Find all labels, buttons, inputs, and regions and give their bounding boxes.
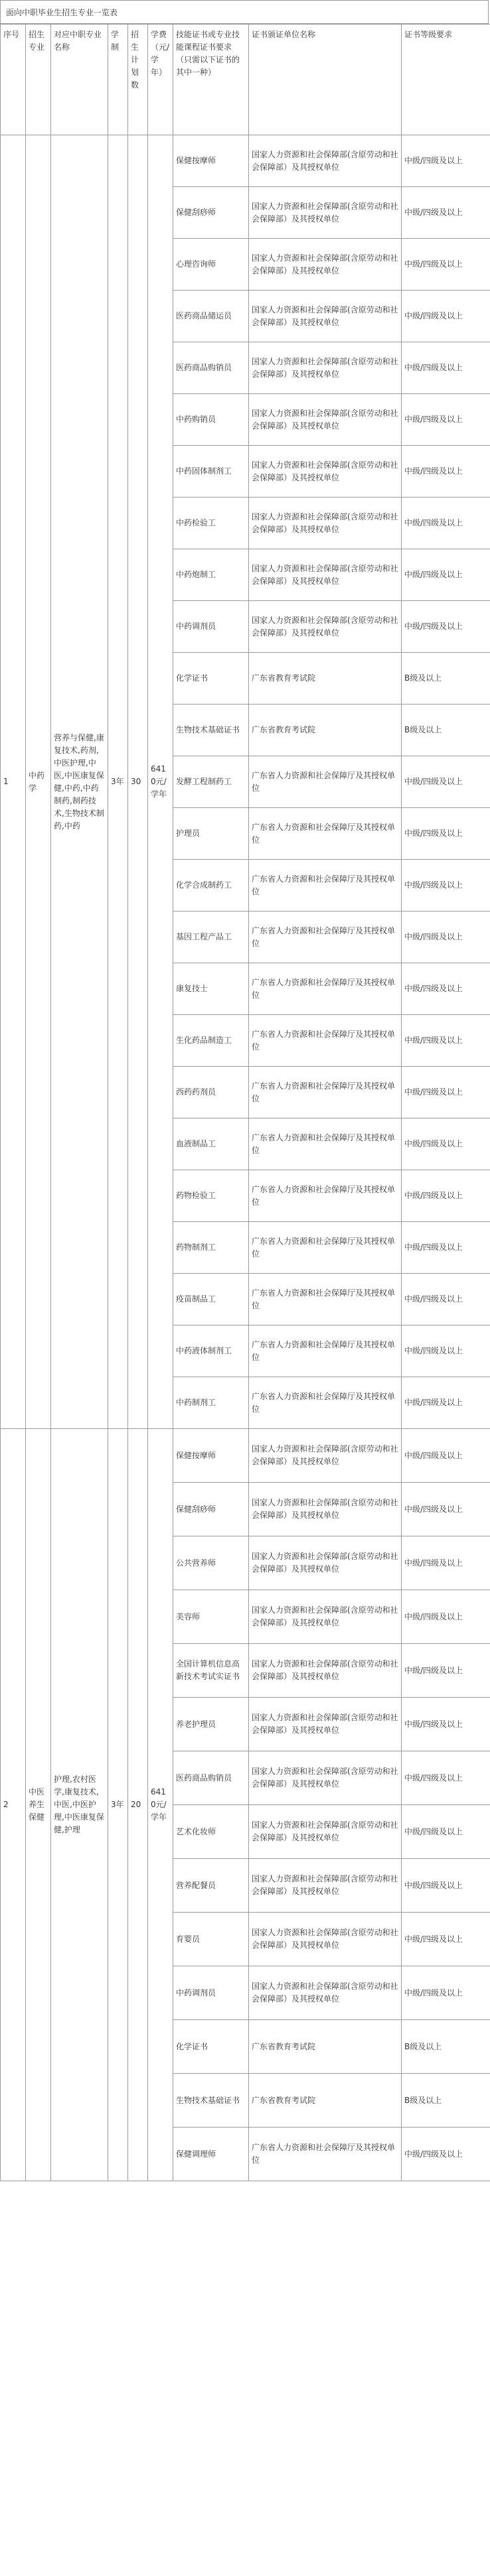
issuer-cell: 国家人力资源和社会保障部(含原劳动和社会保障部）及其授权单位: [249, 1483, 402, 1536]
level-cell: 中级/四级及以上: [402, 135, 490, 187]
header-related: 对应中职专业名称: [51, 25, 108, 135]
cert-name-cell: 康复技士: [173, 963, 249, 1015]
cert-name-cell: 中药检验工: [173, 498, 249, 549]
header-duration: 学制: [108, 25, 128, 135]
issuer-cell: 国家人力资源和社会保障部(含原劳动和社会保障部）及其授权单位: [249, 187, 402, 239]
duration-cell: 3年: [108, 1429, 128, 2181]
issuer-cell: 国家人力资源和社会保障部(含原劳动和社会保障部）及其授权单位: [249, 1913, 402, 1966]
cert-name-cell: 生化药品制造工: [173, 1015, 249, 1067]
issuer-cell: 国家人力资源和社会保障部(含原劳动和社会保障部）及其授权单位: [249, 1644, 402, 1698]
level-cell: 中级/四级及以上: [402, 1913, 490, 1966]
table-body: [1, 25, 490, 2181]
cert-name-cell: 营养配餐员: [173, 1859, 249, 1913]
issuer-cell: 广东省人力资源和社会保障厅及其授权单位: [249, 756, 402, 808]
table-row: [1, 1429, 490, 1483]
level-cell: B级及以上: [402, 2074, 490, 2128]
issuer-cell: 广东省人力资源和社会保障厅及其授权单位: [249, 1222, 402, 1274]
cert-name-cell: 中药固体制剂工: [173, 446, 249, 498]
issuer-cell: 广东省人力资源和社会保障厅及其授权单位: [249, 1119, 402, 1170]
issuer-cell: 广东省人力资源和社会保障厅及其授权单位: [249, 1377, 402, 1429]
header-cert-req: 技能证书或专业技能课程证书要求（只需以下证书的其中一种）: [173, 25, 249, 135]
cert-name-cell: 保健刮痧师: [173, 1483, 249, 1536]
quota-cell: 20: [128, 1429, 148, 2181]
related-majors-cell: 营养与保健,康复技术,药剂,中医护理,中医,中医康复保健,中药,中药制药,制药技术,生物技术制药,中药: [51, 135, 108, 1429]
header-major: 招生专业: [26, 25, 51, 135]
table-row: [1, 135, 490, 187]
cert-name-cell: 西药药剂员: [173, 1067, 249, 1119]
issuer-cell: 广东省教育考试院: [249, 653, 402, 705]
issuer-cell: 国家人力资源和社会保障部(含原劳动和社会保障部）及其授权单位: [249, 239, 402, 291]
header-quota: 招生计划数: [128, 25, 148, 135]
cert-name-cell: 全国计算机信息高新技术考试实证书: [173, 1644, 249, 1698]
level-cell: 中级/四级及以上: [402, 601, 490, 653]
level-cell: 中级/四级及以上: [402, 446, 490, 498]
cert-name-cell: 基因工程产品工: [173, 912, 249, 963]
level-cell: 中级/四级及以上: [402, 239, 490, 291]
issuer-cell: 国家人力资源和社会保障部(含原劳动和社会保障部）及其授权单位: [249, 1859, 402, 1913]
level-cell: 中级/四级及以上: [402, 342, 490, 394]
fee-cell: 6410元/学年: [148, 135, 173, 1429]
major-cell: 中医养生保健: [26, 1429, 51, 2181]
cert-name-cell: 中药购销员: [173, 394, 249, 446]
cert-name-cell: 生物技术基础证书: [173, 705, 249, 756]
issuer-cell: 广东省教育考试院: [249, 2020, 402, 2074]
issuer-cell: 国家人力资源和社会保障部(含原劳动和社会保障部）及其授权单位: [249, 1590, 402, 1644]
cert-name-cell: 艺术化妆师: [173, 1805, 249, 1859]
cert-name-cell: 保健按摩师: [173, 1429, 249, 1483]
header-fee: 学费（元/学年）: [148, 25, 173, 135]
level-cell: B级及以上: [402, 2020, 490, 2074]
cert-name-cell: 保健按摩师: [173, 135, 249, 187]
level-cell: 中级/四级及以上: [402, 187, 490, 239]
level-cell: B级及以上: [402, 653, 490, 705]
seq-cell: 2: [1, 1429, 26, 2181]
level-cell: 中级/四级及以上: [402, 756, 490, 808]
level-cell: 中级/四级及以上: [402, 1859, 490, 1913]
level-cell: 中级/四级及以上: [402, 1119, 490, 1170]
cert-name-cell: 中药调剂员: [173, 1966, 249, 2020]
seq-cell: 1: [1, 135, 26, 1429]
issuer-cell: 国家人力资源和社会保障部(含原劳动和社会保障部）及其授权单位: [249, 1536, 402, 1590]
cert-name-cell: 医药商品购销员: [173, 342, 249, 394]
cert-name-cell: 保健调理师: [173, 2128, 249, 2181]
issuer-cell: 国家人力资源和社会保障部(含原劳动和社会保障部）及其授权单位: [249, 1429, 402, 1483]
level-cell: 中级/四级及以上: [402, 498, 490, 549]
issuer-cell: 国家人力资源和社会保障部(含原劳动和社会保障部）及其授权单位: [249, 498, 402, 549]
major-cell: 中药学: [26, 135, 51, 1429]
issuer-cell: 国家人力资源和社会保障部(含原劳动和社会保障部）及其授权单位: [249, 446, 402, 498]
level-cell: 中级/四级及以上: [402, 549, 490, 601]
cert-name-cell: 保健刮痧师: [173, 187, 249, 239]
issuer-cell: 国家人力资源和社会保障部(含原劳动和社会保障部）及其授权单位: [249, 549, 402, 601]
majors-table: [0, 24, 490, 2181]
issuer-cell: 国家人力资源和社会保障部(含原劳动和社会保障部）及其授权单位: [249, 394, 402, 446]
cert-name-cell: 药物制剂工: [173, 1222, 249, 1274]
level-cell: 中级/四级及以上: [402, 1751, 490, 1805]
level-cell: 中级/四级及以上: [402, 1377, 490, 1429]
cert-name-cell: 化学证书: [173, 653, 249, 705]
cert-name-cell: 医药商品储运员: [173, 291, 249, 342]
issuer-cell: 广东省人力资源和社会保障厅及其授权单位: [249, 1067, 402, 1119]
issuer-cell: 广东省人力资源和社会保障厅及其授权单位: [249, 1170, 402, 1222]
issuer-cell: 国家人力资源和社会保障部(含原劳动和社会保障部）及其授权单位: [249, 1805, 402, 1859]
issuer-cell: 国家人力资源和社会保障部(含原劳动和社会保障部）及其授权单位: [249, 291, 402, 342]
cert-name-cell: 血液制品工: [173, 1119, 249, 1170]
level-cell: 中级/四级及以上: [402, 1483, 490, 1536]
level-cell: 中级/四级及以上: [402, 808, 490, 860]
level-cell: 中级/四级及以上: [402, 291, 490, 342]
cert-name-cell: 护理员: [173, 808, 249, 860]
cert-name-cell: 育婴员: [173, 1913, 249, 1966]
header-seq: 序号: [1, 25, 26, 135]
duration-cell: 3年: [108, 135, 128, 1429]
header-row: [1, 25, 490, 135]
cert-name-cell: 中药炮制工: [173, 549, 249, 601]
fee-cell: 6410元/学年: [148, 1429, 173, 2181]
level-cell: 中级/四级及以上: [402, 394, 490, 446]
issuer-cell: 国家人力资源和社会保障部(含原劳动和社会保障部）及其授权单位: [249, 1751, 402, 1805]
issuer-cell: 国家人力资源和社会保障部(含原劳动和社会保障部）及其授权单位: [249, 1966, 402, 2020]
cert-name-cell: 养老护理员: [173, 1698, 249, 1751]
issuer-cell: 广东省人力资源和社会保障厅及其授权单位: [249, 1015, 402, 1067]
level-cell: 中级/四级及以上: [402, 963, 490, 1015]
cert-name-cell: 药物检验工: [173, 1170, 249, 1222]
cert-name-cell: 中药调剂员: [173, 601, 249, 653]
related-majors-cell: 护理,农村医学,康复技术,中医,中医护理,中医康复保健,护理: [51, 1429, 108, 2181]
issuer-cell: 广东省人力资源和社会保障厅及其授权单位: [249, 912, 402, 963]
level-cell: 中级/四级及以上: [402, 1590, 490, 1644]
level-cell: 中级/四级及以上: [402, 1170, 490, 1222]
issuer-cell: 国家人力资源和社会保障部(含原劳动和社会保障部）及其授权单位: [249, 342, 402, 394]
level-cell: 中级/四级及以上: [402, 1222, 490, 1274]
cert-name-cell: 心理咨询师: [173, 239, 249, 291]
cert-name-cell: 化学证书: [173, 2020, 249, 2074]
issuer-cell: 国家人力资源和社会保障部(含原劳动和社会保障部）及其授权单位: [249, 601, 402, 653]
cert-name-cell: 发酵工程制药工: [173, 756, 249, 808]
level-cell: 中级/四级及以上: [402, 2128, 490, 2181]
cert-name-cell: 中药液体制剂工: [173, 1325, 249, 1377]
issuer-cell: 国家人力资源和社会保障部(含原劳动和社会保障部）及其授权单位: [249, 135, 402, 187]
level-cell: 中级/四级及以上: [402, 912, 490, 963]
issuer-cell: 广东省人力资源和社会保障厅及其授权单位: [249, 808, 402, 860]
level-cell: 中级/四级及以上: [402, 1015, 490, 1067]
level-cell: 中级/四级及以上: [402, 1325, 490, 1377]
issuer-cell: 广东省人力资源和社会保障厅及其授权单位: [249, 1325, 402, 1377]
level-cell: 中级/四级及以上: [402, 1429, 490, 1483]
issuer-cell: 广东省人力资源和社会保障厅及其授权单位: [249, 1274, 402, 1325]
level-cell: 中级/四级及以上: [402, 860, 490, 912]
page-title: 面向中职毕业生招生专业一览表: [0, 0, 489, 24]
header-issuer: 证书颁证单位名称: [249, 25, 402, 135]
issuer-cell: 广东省教育考试院: [249, 705, 402, 756]
header-level: 证书等级要求: [402, 25, 490, 135]
cert-name-cell: 公共营养师: [173, 1536, 249, 1590]
level-cell: 中级/四级及以上: [402, 1644, 490, 1698]
level-cell: 中级/四级及以上: [402, 1067, 490, 1119]
cert-name-cell: 医药商品购销员: [173, 1751, 249, 1805]
cert-name-cell: 化学合成制药工: [173, 860, 249, 912]
cert-name-cell: 中药制剂工: [173, 1377, 249, 1429]
issuer-cell: 广东省人力资源和社会保障厅及其授权单位: [249, 2128, 402, 2181]
issuer-cell: 广东省人力资源和社会保障厅及其授权单位: [249, 860, 402, 912]
cert-name-cell: 美容师: [173, 1590, 249, 1644]
level-cell: 中级/四级及以上: [402, 1274, 490, 1325]
cert-name-cell: 疫苗制品工: [173, 1274, 249, 1325]
level-cell: 中级/四级及以上: [402, 1536, 490, 1590]
level-cell: 中级/四级及以上: [402, 1698, 490, 1751]
level-cell: B级及以上: [402, 705, 490, 756]
issuer-cell: 国家人力资源和社会保障部(含原劳动和社会保障部）及其授权单位: [249, 1698, 402, 1751]
issuer-cell: 广东省教育考试院: [249, 2074, 402, 2128]
quota-cell: 30: [128, 135, 148, 1429]
issuer-cell: 广东省人力资源和社会保障厅及其授权单位: [249, 963, 402, 1015]
cert-name-cell: 生物技术基础证书: [173, 2074, 249, 2128]
level-cell: 中级/四级及以上: [402, 1805, 490, 1859]
level-cell: 中级/四级及以上: [402, 1966, 490, 2020]
